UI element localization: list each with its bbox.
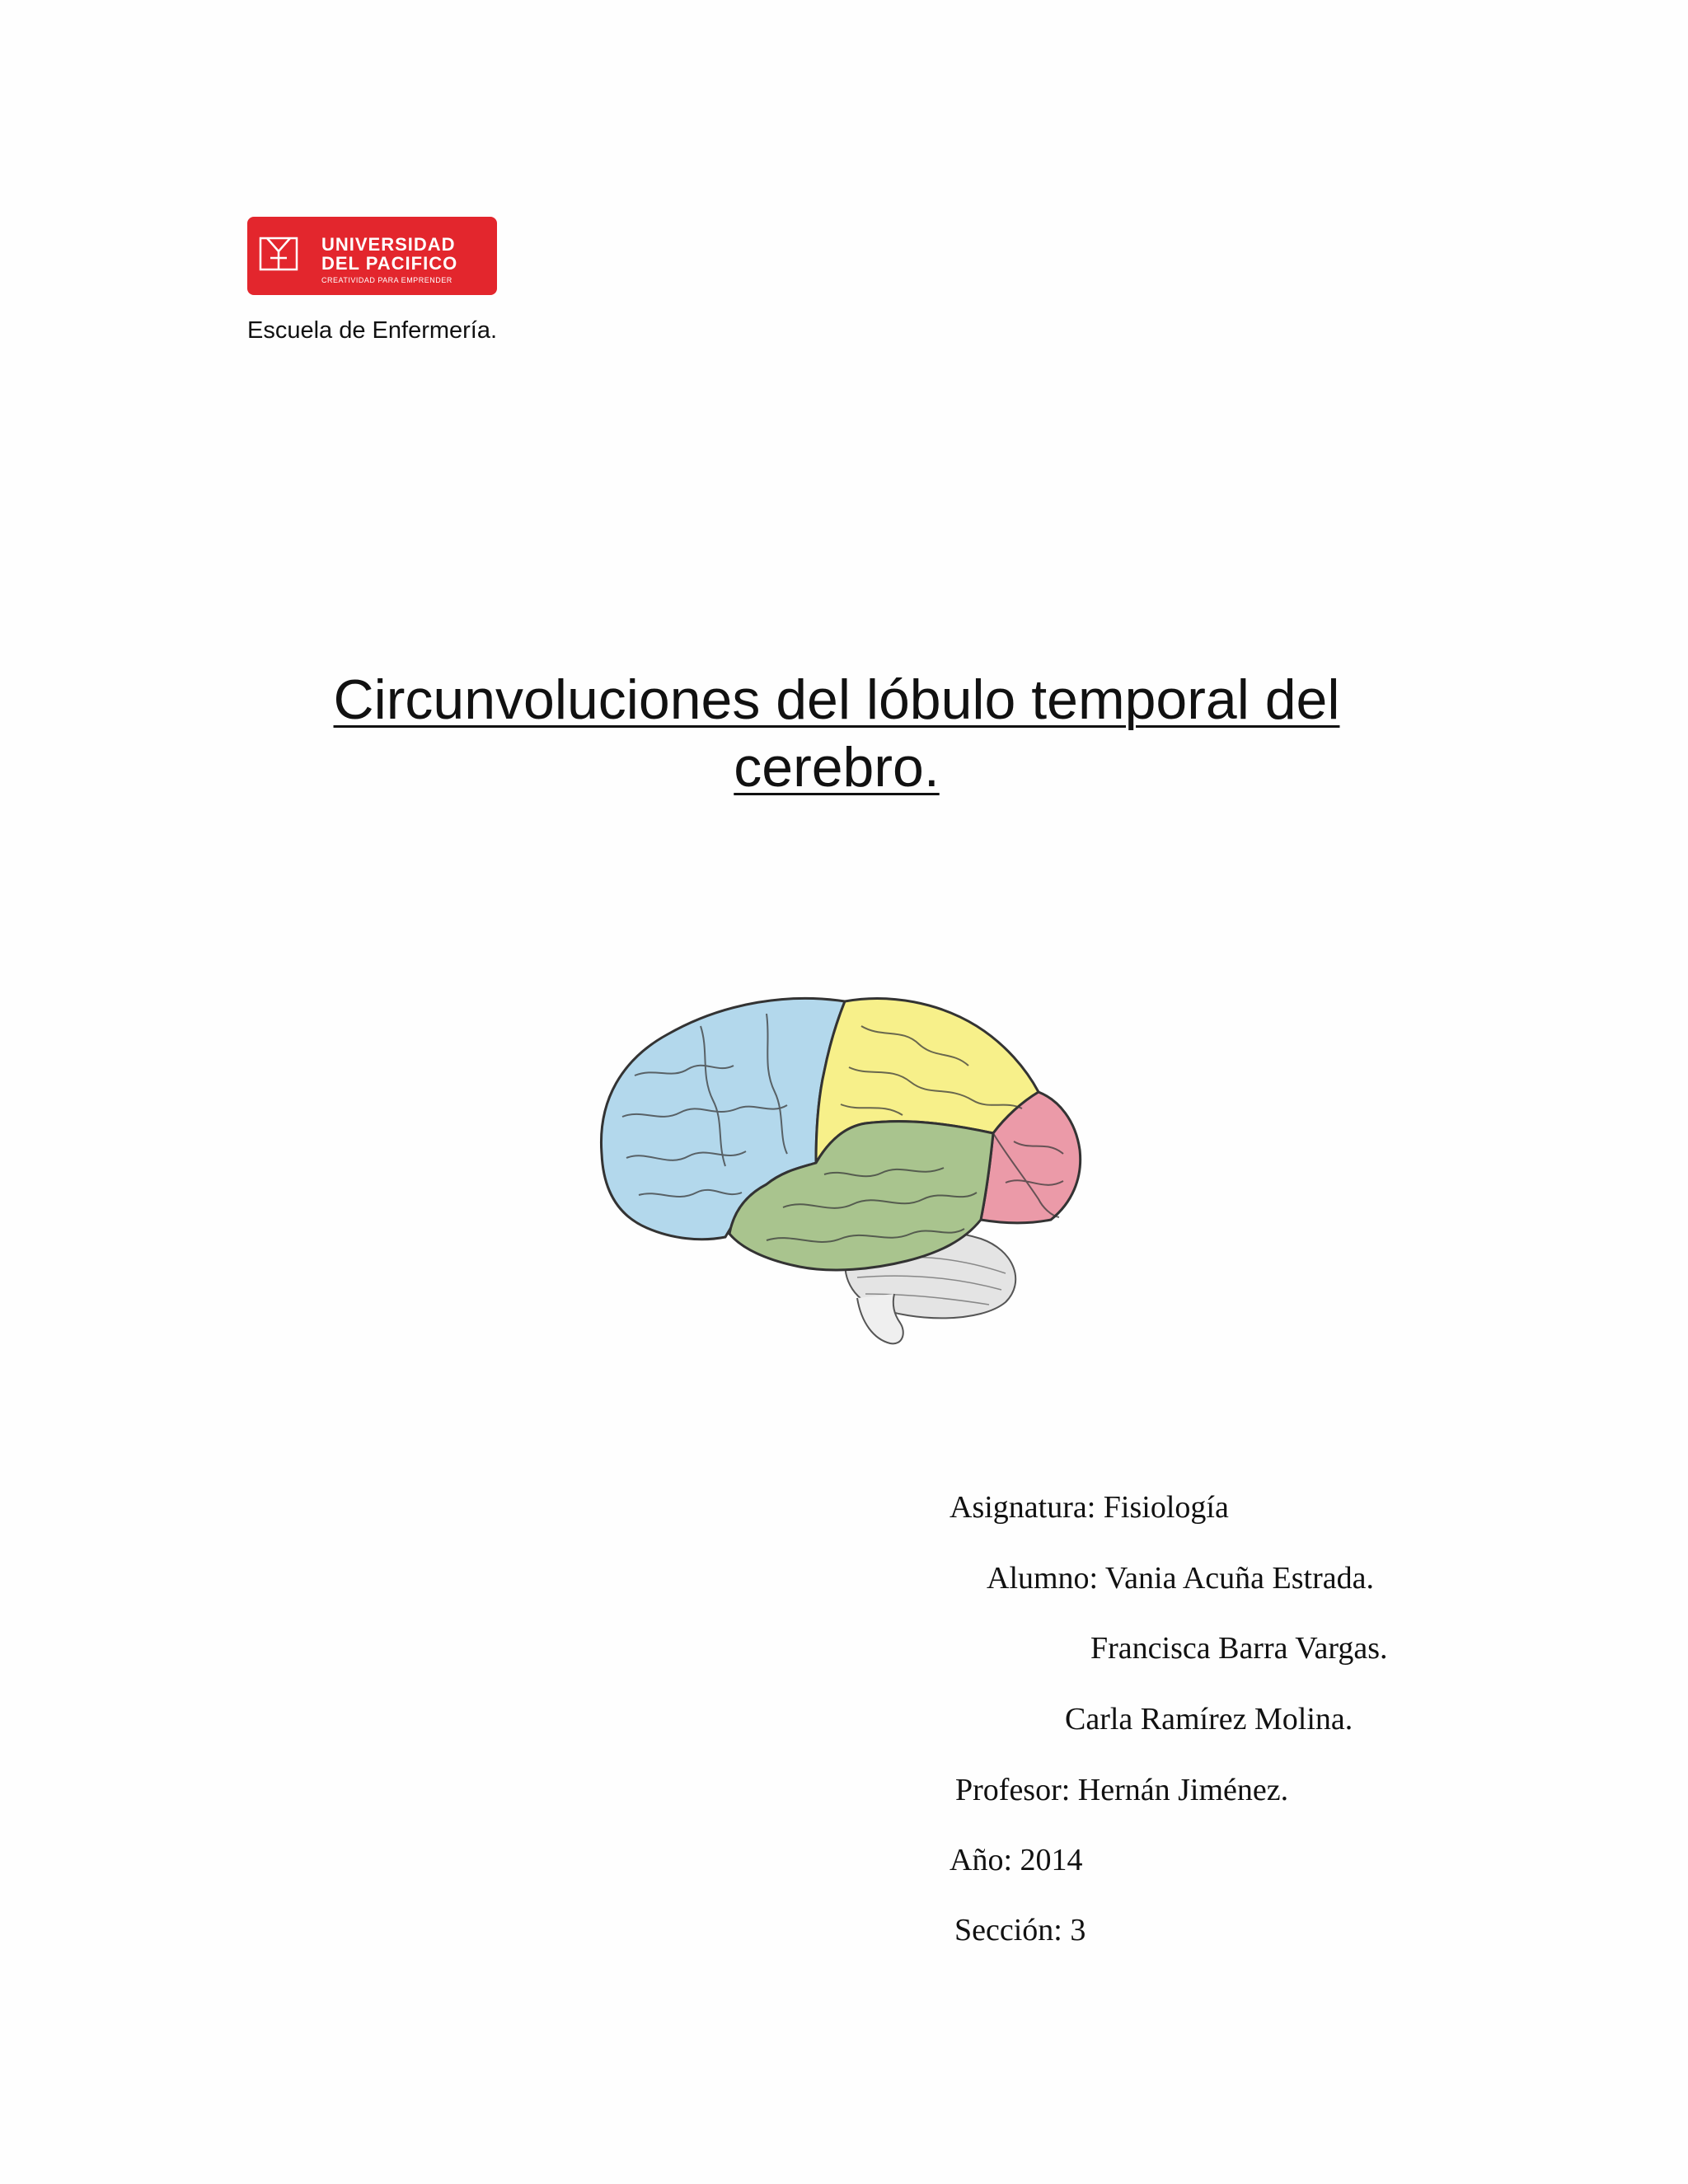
professor-line: Profesor: Hernán Jiménez. bbox=[955, 1773, 1289, 1807]
student-line-3: Carla Ramírez Molina. bbox=[1065, 1702, 1353, 1736]
logo-line-2: DEL PACIFICO bbox=[321, 253, 458, 274]
student-line-2: Francisca Barra Vargas. bbox=[1090, 1631, 1388, 1666]
university-logo bbox=[247, 217, 497, 295]
title-line-2: cerebro. bbox=[734, 736, 940, 799]
title-line-1: Circunvoluciones del lóbulo temporal del bbox=[333, 668, 1340, 731]
school-name: Escuela de Enfermería. bbox=[247, 317, 498, 344]
student-line: Alumno: Vania Acuña Estrada. bbox=[987, 1561, 1374, 1596]
brain-lobes-figure bbox=[577, 977, 1104, 1360]
logo-line-1: UNIVERSIDAD bbox=[321, 234, 456, 255]
section-line: Sección: 3 bbox=[954, 1913, 1086, 1947]
page-title bbox=[206, 666, 1467, 801]
subject-line: Asignatura: Fisiología bbox=[950, 1490, 1229, 1525]
year-line: Año: 2014 bbox=[950, 1843, 1083, 1877]
logo-tagline: CREATIVIDAD PARA EMPRENDER bbox=[321, 276, 452, 284]
